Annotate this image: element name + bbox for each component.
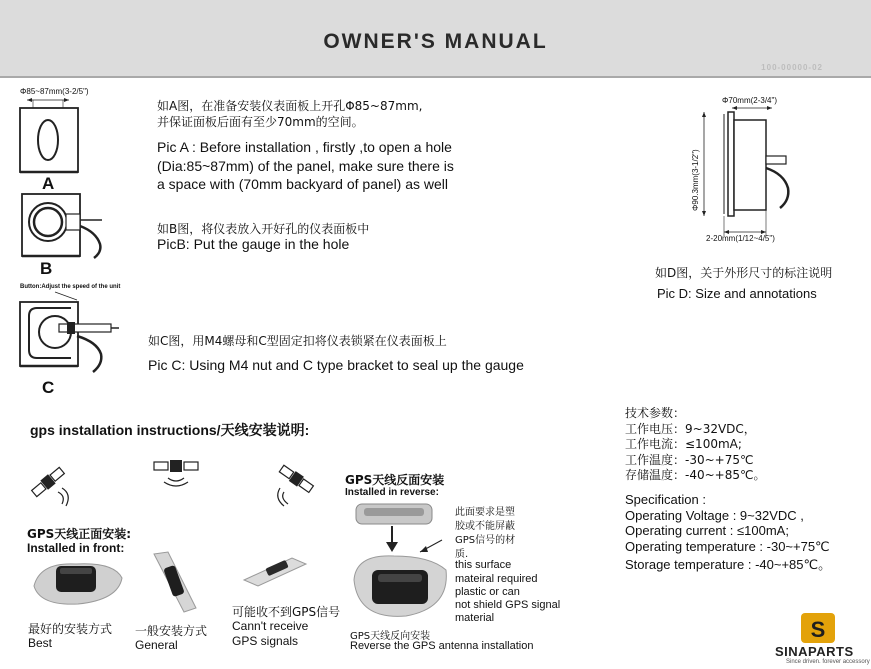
logo-tagline: Since driven. forever accessory (786, 659, 870, 665)
spec-en-voltage: Operating Voltage : 9~32VDC , (625, 508, 804, 523)
gps-general-zh: 一般安装方式 (135, 624, 208, 638)
gps-best-zh: 最好的安装方式 (28, 622, 113, 636)
antenna-blocked-illustration (242, 554, 308, 590)
spec-zh-voltage: 工作电压：9~32VDC， (625, 422, 756, 436)
gps-reverse-caption-en: Reverse the GPS antenna installation (350, 640, 534, 652)
spec-en-title: Specification : (625, 492, 706, 507)
pic-c-en: Pic C: Using M4 nut and C type bracket to seal up the gauge (148, 357, 524, 373)
pic-a-dimension: Φ85~87mm(3-2/5") (20, 87, 89, 96)
pic-c-button-note: Button:Adjust the speed of the unit (20, 284, 121, 290)
antenna-general-illustration (150, 550, 200, 616)
gps-reverse-zh: GPS天线反面安装 (345, 473, 445, 487)
antenna-front-illustration (30, 556, 125, 611)
pic-a-label: A (42, 174, 55, 193)
spec-zh-current: 工作电流：≤100mA; (625, 437, 742, 451)
pic-d-dim-side: Φ90.3mm(3-1/2") (691, 149, 700, 211)
gps-front-zh: GPS天线正面安装: (27, 527, 132, 541)
spec-zh-storage-temp: 存储温度：-40~+85℃。 (625, 468, 766, 482)
gps-general-en: General (135, 638, 178, 652)
gps-surface-en-5: material (455, 612, 495, 624)
pic-b-diagram (20, 192, 110, 262)
gps-surface-zh-3: GPS信号的材 (455, 535, 516, 546)
gps-reverse-caption-zh: GPS天线反向安装 (350, 631, 431, 642)
gps-cannot-en-2: GPS signals (232, 634, 299, 648)
gps-cannot-zh: 可能收不到GPS信号 (232, 605, 341, 619)
gps-surface-zh-4: 质. (455, 549, 469, 560)
gps-surface-en-2: mateiral required (455, 573, 538, 585)
pic-d-en: Pic D: Size and annotations (657, 286, 817, 301)
pic-d-zh: 如D图，关于外形尺寸的标注说明 (655, 266, 833, 280)
spec-en-op-temp: Operating temperature : -30~+75℃ (625, 539, 830, 554)
satellite-icon (276, 462, 324, 506)
svg-text:S: S (810, 617, 826, 642)
pic-a-diagram (15, 96, 85, 178)
gps-front-en: Installed in front: (27, 541, 125, 555)
pic-a-en-line-2: (Dia:85~87mm) of the panel, make sure there is (157, 158, 454, 174)
gps-best-en: Best (28, 636, 53, 650)
spec-zh-op-temp: 工作温度：-30~+75℃ (625, 453, 754, 467)
document-number: 100-00000-02 (761, 63, 823, 72)
gps-surface-en-3: plastic or can (455, 586, 520, 598)
pic-c-label: C (42, 378, 55, 397)
gps-surface-zh-1: 此面要求是塑 (455, 507, 515, 518)
header-divider (0, 76, 871, 78)
pic-a-en-line-3: a space with (70mm backyard of panel) as well (157, 176, 449, 192)
sinaparts-logo-icon (800, 612, 836, 644)
pic-c-zh: 如C图，用M4螺母和C型固定扣将仪表锁紧在仪表面板上 (148, 334, 447, 348)
gps-reverse-en: Installed in reverse: (345, 487, 439, 498)
pic-b-en: PicB: Put the gauge in the hole (157, 236, 350, 252)
pic-a-zh-line-1: 如A图，在准备安装仪表面板上开孔Φ85~87mm, (157, 99, 423, 113)
pic-d-dim-top: Φ70mm(2-3/4") (722, 96, 778, 105)
pic-c-diagram (15, 290, 125, 380)
spec-en-storage-temp: Storage temperature : -40~+85℃。 (625, 557, 832, 572)
gps-surface-en-1: this surface (455, 559, 512, 571)
gps-heading: gps installation instructions/天线安装说明: (30, 422, 310, 438)
gps-cannot-en-1: Cann't receive (232, 619, 309, 633)
pic-d-dim-bottom: 2-20mm(1/12~4/5") (706, 234, 775, 243)
pic-a-en-line-1: Pic A : Before installation , firstly ,to open a hole (157, 139, 452, 155)
gps-surface-en-4: not shield GPS signal (455, 599, 561, 611)
pic-b-label: B (40, 259, 53, 278)
gps-surface-zh-2: 胶或不能屏蔽 (455, 521, 515, 532)
antenna-reverse-illustration (350, 500, 460, 626)
pic-b-zh: 如B图，将仪表放入开好孔的仪表面板中 (157, 222, 370, 236)
spec-en-current: Operating current : ≤100mA; (625, 523, 789, 538)
page-title: OWNER'S MANUAL (323, 30, 548, 53)
logo-brand: SINAPARTS (775, 644, 854, 659)
pic-a-zh-line-2: 并保证面板后面有至少70mm的空间。 (157, 115, 364, 129)
spec-zh-title: 技术参数： (625, 406, 686, 420)
satellite-icon (28, 462, 76, 506)
satellite-icon (152, 456, 204, 492)
